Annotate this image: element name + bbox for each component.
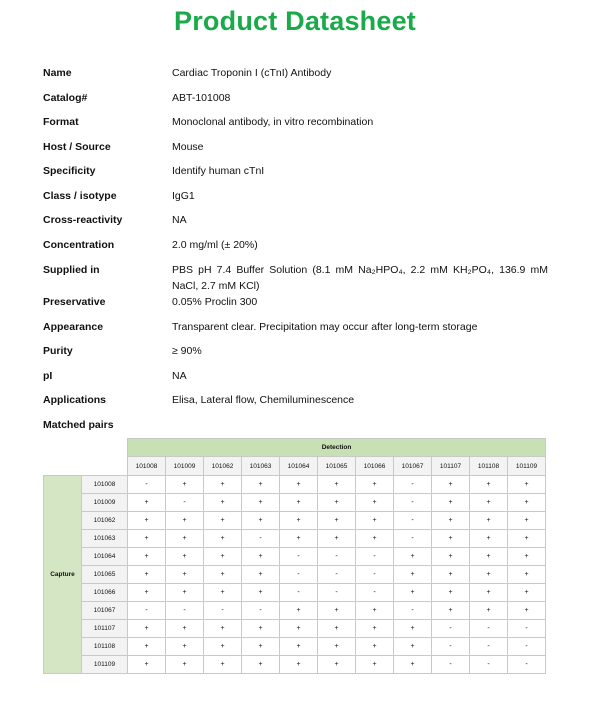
- table-cell: +: [242, 656, 280, 674]
- table-row: [44, 638, 546, 656]
- table-cell: +: [128, 512, 166, 530]
- table-cell: +: [204, 512, 242, 530]
- spec-row-specificity: [43, 164, 548, 179]
- table-cell: +: [204, 620, 242, 638]
- spec-label: Matched pairs: [43, 418, 114, 431]
- spec-row-cross-reactivity: [43, 213, 548, 228]
- column-label: 101008: [128, 457, 166, 476]
- table-cell: +: [128, 638, 166, 656]
- table-row: [44, 584, 546, 602]
- table-cell: +: [204, 530, 242, 548]
- table-cell: +: [356, 620, 394, 638]
- row-label: 101062: [82, 512, 128, 530]
- table-cell: -: [470, 620, 508, 638]
- table-cell: +: [318, 638, 356, 656]
- table-cell: +: [204, 656, 242, 674]
- row-label: 101067: [82, 602, 128, 620]
- table-row: [44, 530, 546, 548]
- table-cell: +: [432, 512, 470, 530]
- spec-label: Concentration: [43, 238, 115, 251]
- spec-value: 2.0 mg/ml (± 20%): [172, 238, 258, 251]
- table-cell: +: [204, 476, 242, 494]
- table-cell: +: [280, 530, 318, 548]
- table-cell: -: [508, 656, 546, 674]
- table-cell: +: [356, 530, 394, 548]
- table-row: [44, 548, 546, 566]
- spec-label: Cross-reactivity: [43, 214, 123, 226]
- spec-value: Transparent clear. Precipitation may occur after long-term storage: [172, 320, 478, 333]
- row-label: 101108: [82, 638, 128, 656]
- table-cell: +: [470, 530, 508, 548]
- row-label: 101009: [82, 494, 128, 512]
- spec-value: ≥ 90%: [172, 345, 202, 357]
- spec-label: Appearance: [43, 320, 104, 333]
- spec-row-appearance: [43, 320, 548, 335]
- spec-value: Identify human cTnI: [172, 165, 265, 177]
- table-cell: -: [318, 584, 356, 602]
- table-cell: -: [394, 512, 432, 530]
- table-cell: +: [128, 566, 166, 584]
- table-cell: -: [508, 638, 546, 656]
- table-cell: +: [470, 602, 508, 620]
- table-cell: +: [432, 530, 470, 548]
- table-cell: +: [470, 494, 508, 512]
- table-cell: +: [166, 548, 204, 566]
- table-cell: +: [318, 620, 356, 638]
- table-cell: +: [470, 476, 508, 494]
- table-cell: +: [166, 512, 204, 530]
- column-label: 101063: [242, 457, 280, 476]
- table-cell: +: [356, 512, 394, 530]
- table-cell: +: [356, 638, 394, 656]
- table-cell: +: [470, 512, 508, 530]
- table-cell: +: [394, 566, 432, 584]
- table-cell: +: [280, 512, 318, 530]
- table-cell: +: [166, 584, 204, 602]
- table-cell: +: [470, 584, 508, 602]
- table-cell: +: [318, 476, 356, 494]
- spec-label: Class / isotype: [43, 189, 117, 202]
- table-cell: +: [166, 566, 204, 584]
- row-label: 101107: [82, 620, 128, 638]
- spec-value: Cardiac Troponin I (cTnI) Antibody: [172, 67, 332, 79]
- spec-value: Monoclonal antibody, in vitro recombination: [172, 116, 374, 128]
- table-corner-blank: [44, 439, 128, 476]
- table-cell: -: [204, 602, 242, 620]
- table-cell: +: [128, 584, 166, 602]
- table-cell: +: [204, 584, 242, 602]
- table-cell: +: [280, 656, 318, 674]
- table-cell: +: [280, 476, 318, 494]
- table-cell: +: [242, 566, 280, 584]
- table-cell: -: [242, 602, 280, 620]
- table-cell: -: [508, 620, 546, 638]
- spec-row-catalog: [43, 91, 548, 106]
- page-title: Product Datasheet: [174, 6, 416, 36]
- table-cell: +: [432, 584, 470, 602]
- table-cell: +: [318, 494, 356, 512]
- table-cell: +: [318, 656, 356, 674]
- table-cell: -: [280, 584, 318, 602]
- table-cell: +: [394, 548, 432, 566]
- table-cell: +: [470, 566, 508, 584]
- table-cell: +: [356, 656, 394, 674]
- table-cell: +: [242, 584, 280, 602]
- spec-row-preservative: [43, 295, 548, 310]
- table-cell: +: [432, 476, 470, 494]
- spec-label: Specificity: [43, 165, 96, 177]
- table-cell: +: [508, 584, 546, 602]
- detection-header: Detection: [128, 439, 546, 457]
- table-cell: +: [508, 476, 546, 494]
- spec-value: PBS pH 7.4 Buffer Solution (8.1 mM Na₂HPO₄, 2.2 mM KH₂PO₄, 136.9 mM NaCl, 2.7 mM KCl): [172, 264, 548, 292]
- table-cell: +: [128, 530, 166, 548]
- spec-label: Format: [43, 116, 79, 128]
- column-label: 101066: [356, 457, 394, 476]
- table-cell: -: [280, 548, 318, 566]
- spec-label: Applications: [43, 394, 107, 406]
- table-row: [44, 620, 546, 638]
- table-cell: +: [508, 602, 546, 620]
- table-cell: +: [470, 548, 508, 566]
- table-cell: +: [356, 476, 394, 494]
- table-cell: +: [242, 494, 280, 512]
- table-cell: +: [394, 638, 432, 656]
- table-cell: +: [508, 530, 546, 548]
- table-cell: +: [204, 494, 242, 512]
- table-cell: +: [242, 620, 280, 638]
- table-cell: +: [204, 548, 242, 566]
- table-cell: +: [166, 638, 204, 656]
- table-cell: +: [166, 476, 204, 494]
- spec-row-concentration: [43, 238, 548, 253]
- table-cell: +: [204, 566, 242, 584]
- spec-label: Purity: [43, 345, 73, 357]
- table-cell: -: [394, 602, 432, 620]
- table-cell: +: [242, 512, 280, 530]
- table-cell: -: [394, 476, 432, 494]
- spec-value: 0.05% Proclin 300: [172, 296, 258, 308]
- table-row: [44, 656, 546, 674]
- table-cell: +: [432, 566, 470, 584]
- table-cell: +: [508, 548, 546, 566]
- table-cell: +: [318, 602, 356, 620]
- capture-header: Capture: [44, 476, 82, 674]
- spec-label: pI: [43, 369, 53, 382]
- table-cell: +: [394, 656, 432, 674]
- table-row: [44, 494, 546, 512]
- spec-row-applications: [43, 393, 548, 408]
- spec-label: Catalog#: [43, 91, 88, 104]
- spec-row-name: [43, 66, 548, 81]
- spec-value: [172, 418, 548, 433]
- table-row: [44, 512, 546, 530]
- table-cell: -: [280, 566, 318, 584]
- table-cell: +: [242, 548, 280, 566]
- spec-list: [43, 66, 548, 433]
- spec-row-format: [43, 115, 548, 130]
- table-cell: -: [128, 476, 166, 494]
- table-row: [44, 602, 546, 620]
- table-cell: +: [508, 494, 546, 512]
- column-label: 101107: [432, 457, 470, 476]
- table-cell: +: [318, 512, 356, 530]
- spec-row-host: [43, 140, 548, 155]
- table-cell: -: [166, 602, 204, 620]
- column-label: 101009: [166, 457, 204, 476]
- spec-value: IgG1: [172, 189, 195, 202]
- table-cell: -: [356, 584, 394, 602]
- spec-value: NA: [172, 214, 187, 226]
- row-label: 101065: [82, 566, 128, 584]
- table-cell: +: [242, 638, 280, 656]
- spec-row-class: [43, 189, 548, 204]
- table-cell: -: [470, 656, 508, 674]
- column-label: 101067: [394, 457, 432, 476]
- table-cell: +: [166, 530, 204, 548]
- column-label: 101064: [280, 457, 318, 476]
- table-cell: +: [432, 494, 470, 512]
- table-cell: +: [128, 620, 166, 638]
- table-cell: +: [356, 494, 394, 512]
- table-row: [44, 476, 546, 494]
- table-cell: -: [394, 530, 432, 548]
- table-cell: -: [356, 566, 394, 584]
- spec-value: Elisa, Lateral flow, Chemiluminescence: [172, 394, 355, 406]
- spec-row-purity: [43, 344, 548, 359]
- table-cell: +: [128, 494, 166, 512]
- table-cell: +: [280, 620, 318, 638]
- table-cell: -: [432, 638, 470, 656]
- table-cell: -: [242, 530, 280, 548]
- spec-label: Supplied in: [43, 264, 100, 276]
- table-cell: +: [242, 476, 280, 494]
- table-cell: +: [204, 638, 242, 656]
- table-cell: +: [166, 656, 204, 674]
- table-cell: +: [128, 548, 166, 566]
- spec-label: Host / Source: [43, 140, 111, 153]
- table-cell: +: [508, 512, 546, 530]
- spec-value: NA: [172, 369, 187, 382]
- spec-label: Name: [43, 67, 72, 79]
- row-label: 101109: [82, 656, 128, 674]
- column-label: 101109: [508, 457, 546, 476]
- column-label: 101062: [204, 457, 242, 476]
- matched-pairs-table: [43, 438, 546, 674]
- table-cell: +: [166, 620, 204, 638]
- spec-row-supplied-in: [43, 262, 548, 294]
- row-label: 101008: [82, 476, 128, 494]
- spec-row-matched-pairs: [43, 418, 548, 433]
- table-cell: -: [128, 602, 166, 620]
- table-cell: +: [508, 566, 546, 584]
- column-label: 101108: [470, 457, 508, 476]
- table-cell: +: [280, 638, 318, 656]
- table-cell: -: [470, 638, 508, 656]
- table-cell: +: [280, 602, 318, 620]
- table-header-row: [44, 439, 546, 457]
- table-cell: +: [394, 620, 432, 638]
- table-cell: -: [432, 656, 470, 674]
- table-cell: +: [394, 584, 432, 602]
- table-cell: -: [318, 548, 356, 566]
- column-label: 101065: [318, 457, 356, 476]
- table-cell: +: [280, 494, 318, 512]
- spec-value: ABT-101008: [172, 91, 231, 104]
- row-label: 101066: [82, 584, 128, 602]
- spec-label: Preservative: [43, 296, 106, 308]
- table-row: [44, 566, 546, 584]
- table-cell: +: [356, 602, 394, 620]
- row-label: 101064: [82, 548, 128, 566]
- table-cell: -: [318, 566, 356, 584]
- spec-value: Mouse: [172, 140, 204, 153]
- row-label: 101063: [82, 530, 128, 548]
- table-cell: +: [128, 656, 166, 674]
- table-cell: +: [318, 530, 356, 548]
- table-cell: +: [432, 602, 470, 620]
- table-cell: -: [356, 548, 394, 566]
- table-cell: -: [432, 620, 470, 638]
- table-cell: +: [432, 548, 470, 566]
- spec-row-pi: [43, 369, 548, 384]
- table-cell: -: [394, 494, 432, 512]
- table-cell: -: [166, 494, 204, 512]
